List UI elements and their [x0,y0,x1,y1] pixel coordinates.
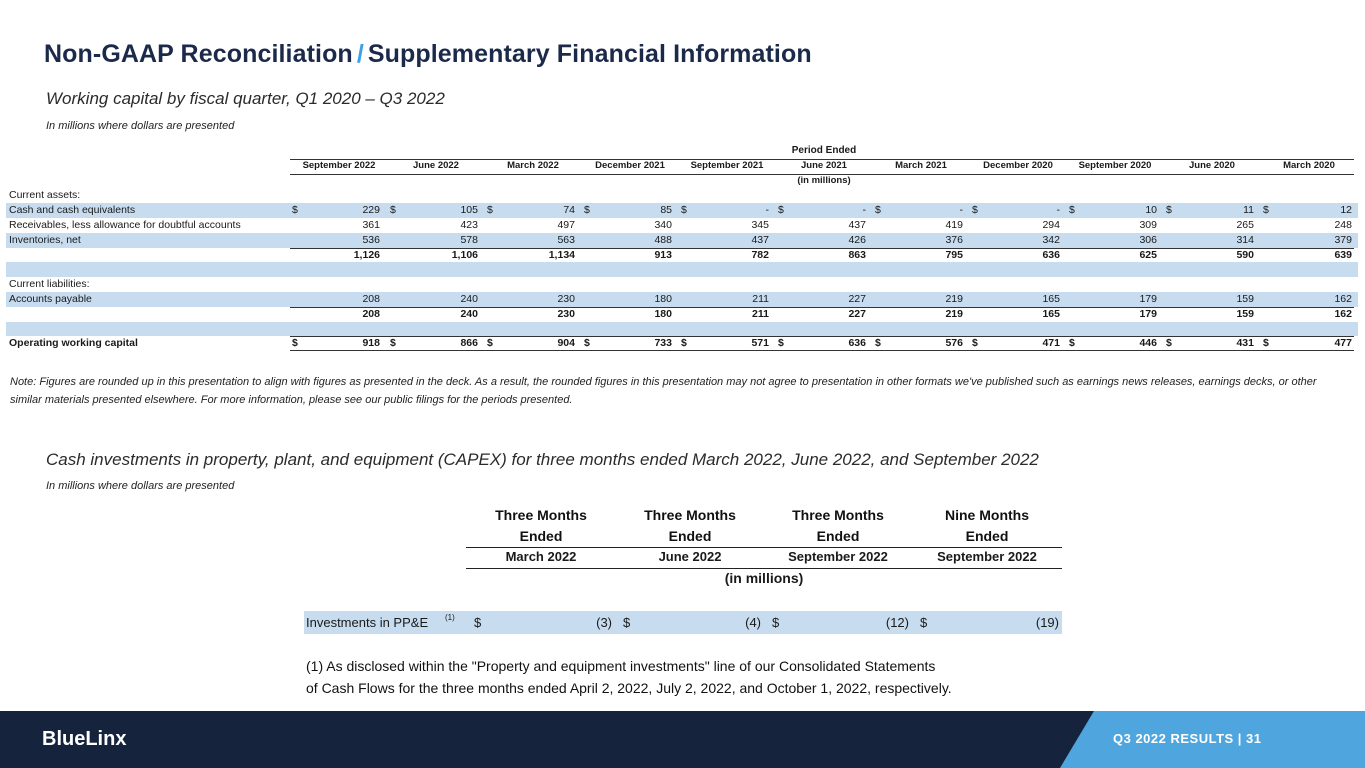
capex-subtitle: Cash investments in property, plant, and equipment (CAPEX) for three months ended March 2022, June 2022, and September 2022 [46,450,1039,469]
wc-cell: 219 [945,307,963,320]
capex-column-header [615,505,765,547]
wc-cell: 437 [751,233,769,246]
capex-header-line2: Ended [668,528,712,544]
wc-cell: 211 [752,292,769,305]
wc-column-header: March 2022 [507,159,559,171]
capex-in-millions: (in millions) [724,570,804,586]
wc-row-label: Accounts payable [9,292,92,305]
footer-bar [0,711,1365,768]
wc-cell: 105 [460,204,478,217]
wc-cell: 904 [557,337,575,350]
wc-total-rule [290,336,1354,337]
wc-cell: - [862,204,866,217]
wc-dollar-sign: $ [972,204,978,217]
wc-cell: 431 [1236,337,1254,350]
wc-cell: 230 [557,292,575,305]
capex-value: (3) [596,615,612,630]
wc-column-header: September 2022 [302,159,376,171]
capex-footnote-line1: (1) As disclosed within the "Property and equipment investments" line of our Consolidated Statements [306,658,936,674]
wc-cell: 162 [1334,292,1352,305]
wc-row-label: Receivables, less allowance for doubtful accounts [9,218,241,231]
wc-cell: 426 [848,233,866,246]
wc-cell: 180 [654,292,672,305]
wc-cell: 590 [1236,248,1254,261]
wc-cell: 159 [1236,292,1254,305]
wc-cell: 165 [1042,292,1060,305]
wc-cell: 497 [557,218,575,231]
wc-cell: 913 [654,248,672,261]
wc-cell: 219 [945,292,963,305]
wc-cell: 423 [460,218,478,231]
wc-cell: 733 [654,337,672,350]
wc-cell: 361 [362,218,380,231]
wc-cell: 345 [751,218,769,231]
wc-cell: 85 [660,204,672,217]
wc-row-label: Cash and cash equivalents [9,204,136,217]
wc-row-inventories [6,233,1358,248]
wc-cell: 477 [1334,337,1352,350]
wc-cell: 180 [654,307,672,320]
wc-column-header: December 2020 [983,159,1053,171]
capex-header-line1: Three Months [495,507,587,523]
capex-value: (19) [1035,615,1059,630]
wc-cell: 227 [848,307,866,320]
wc-dollar-sign: $ [1263,204,1269,217]
wc-row-label: Operating working capital [9,337,138,350]
wc-cell: 265 [1236,218,1254,231]
capex-footnote-line2: of Cash Flows for the three months ended April 2, 2022, July 2, 2022, and October 1, 2022, respectively. [306,680,952,696]
page-title [44,40,812,69]
wc-current-liabilities [6,277,1358,292]
wc-dollar-sign: $ [972,337,978,350]
wc-in-millions: (in millions) [797,174,851,186]
capex-header-line2: Ended [965,528,1009,544]
capex-header-line2: Ended [519,528,563,544]
capex-units-note: In millions where dollars are presented [46,480,235,492]
wc-header-rule [290,174,1354,175]
capex-dollar-sign: $ [623,615,631,630]
wc-cell: 162 [1334,307,1352,320]
capex-value: (4) [745,615,761,630]
wc-dollar-sign: $ [584,204,590,217]
footer-label: Q3 2022 RESULTS | 31 [1113,731,1262,746]
wc-cell: 10 [1145,204,1157,217]
capex-column-header [912,505,1062,547]
wc-cell: 437 [848,218,866,231]
wc-cell: 636 [1042,248,1060,261]
wc-cell: 488 [654,233,672,246]
capex-footnote [306,655,952,699]
wc-cell: 446 [1139,337,1157,350]
capex-column-header [763,505,913,547]
wc-current-liabilities-label: Current liabilities: [9,278,90,291]
capex-row-footnote-ref: (1) [445,613,455,622]
wc-cell: 12 [1340,204,1352,217]
wc-row-receivables [6,218,1358,233]
wc-cell: 536 [362,233,380,246]
wc-cell: 419 [945,218,963,231]
title-sub: Supplementary Financial Information [367,40,812,68]
capex-dollar-sign: $ [920,615,928,630]
wc-cell: - [959,204,963,217]
wc-dollar-sign: $ [1069,204,1075,217]
wc-total-rule [290,307,1354,308]
wc-cell: 863 [848,248,866,261]
wc-dollar-sign: $ [487,337,493,350]
wc-column-header: March 2021 [895,159,947,171]
wc-cell: 625 [1139,248,1157,261]
wc-cell: 636 [848,337,866,350]
wc-cell: 309 [1139,218,1157,231]
wc-spacer-row [6,322,1358,337]
wc-cell: 240 [460,292,478,305]
wc-cell: 379 [1334,233,1352,246]
wc-cell: 227 [848,292,866,305]
wc-dollar-sign: $ [487,204,493,217]
wc-spacer-row [6,262,1358,277]
wc-cell: 248 [1334,218,1352,231]
wc-cell: 918 [362,337,380,350]
wc-dollar-sign: $ [292,337,298,350]
wc-cell: 376 [945,233,963,246]
wc-cell: 795 [945,248,963,261]
wc-header-rule [290,159,1354,160]
capex-header-rule [466,547,1062,548]
wc-current-assets [6,188,1358,203]
wc-cell: 342 [1042,233,1060,246]
wc-dollar-sign: $ [1166,337,1172,350]
wc-cell: 314 [1236,233,1254,246]
wc-column-header: June 2021 [801,159,847,171]
wc-cell: 240 [460,307,478,320]
wc-dollar-sign: $ [1166,204,1172,217]
wc-column-header: March 2020 [1283,159,1335,171]
wc-dollar-sign: $ [1069,337,1075,350]
wc-dollar-sign: $ [1263,337,1269,350]
wc-row-label: Inventories, net [9,233,81,246]
capex-dollar-sign: $ [474,615,482,630]
wc-period-header: Period Ended [791,145,857,156]
capex-period: June 2022 [658,549,722,564]
wc-dollar-sign: $ [584,337,590,350]
wc-column-header-row [6,159,1358,174]
wc-units-note: In millions where dollars are presented [46,120,235,132]
wc-cell: - [1056,204,1060,217]
capex-header-line1: Three Months [644,507,736,523]
wc-cell: 11 [1243,204,1254,217]
wc-dollar-sign: $ [390,204,396,217]
wc-cell: 578 [460,233,478,246]
title-separator: / [356,40,364,68]
wc-cell: 306 [1139,233,1157,246]
wc-cell: 340 [654,218,672,231]
wc-cell: 471 [1042,337,1060,350]
wc-cell: 563 [557,233,575,246]
wc-column-header: June 2020 [1189,159,1235,171]
wc-cell: - [765,204,769,217]
wc-cell: 866 [460,337,478,350]
capex-row-label: Investments in PP&E [306,615,429,630]
wc-row-owc [6,336,1358,351]
wc-dollar-sign: $ [681,337,687,350]
wc-cell: 208 [362,307,380,320]
wc-column-header: September 2020 [1078,159,1152,171]
capex-column-header [466,505,616,547]
wc-cell: 159 [1236,307,1254,320]
wc-subtitle: Working capital by fiscal quarter, Q1 2020 – Q3 2022 [46,89,445,108]
wc-cell: 571 [751,337,769,350]
capex-value: (12) [885,615,909,630]
wc-row-assets_total [6,248,1358,263]
capex-period: September 2022 [937,549,1037,564]
capex-header-line2: Ended [816,528,860,544]
wc-cell: 1,134 [548,248,575,261]
wc-cell: 211 [752,307,769,320]
wc-cell: 179 [1139,307,1157,320]
wc-column-header: December 2021 [595,159,665,171]
wc-total-rule [290,248,1354,249]
wc-dollar-sign: $ [390,337,396,350]
wc-dollar-sign: $ [778,337,784,350]
wc-row-liab_total [6,307,1358,322]
wc-dollar-sign: $ [875,337,881,350]
wc-footnote: Note: Figures are rounded up in this presentation to align with figures as presented in the deck. As a result, the rounded figures in this presentation may not agree to presentation in other formats we've published such as earnings news releases, earnings decks, or other similar materials presented elsewhere. For more information, please see our public filings for the periods presented. [10,376,1317,406]
capex-dollar-sign: $ [772,615,780,630]
wc-cell: 576 [945,337,963,350]
wc-row-payable [6,292,1358,307]
wc-column-header: June 2022 [413,159,459,171]
capex-header-line1: Three Months [792,507,884,523]
wc-dollar-sign: $ [681,204,687,217]
title-main: Non-GAAP Reconciliation [44,40,353,68]
wc-cell: 1,106 [451,248,478,261]
wc-dollar-sign: $ [292,204,298,217]
capex-period: March 2022 [505,549,577,564]
capex-header-line1: Nine Months [945,507,1029,523]
wc-cell: 74 [563,204,575,217]
wc-cell: 230 [557,307,575,320]
wc-dollar-sign: $ [778,204,784,217]
working-capital-table [6,144,1358,351]
capex-header-rule [466,568,1062,569]
capex-row-investments [304,611,1062,634]
wc-units-row [6,174,1358,189]
brand-logo: BlueLinx [42,728,127,750]
wc-column-header: September 2021 [690,159,764,171]
wc-current-assets-label: Current assets: [9,189,81,202]
capex-period: September 2022 [788,549,888,564]
wc-cell: 782 [751,248,769,261]
wc-row-cash [6,203,1358,218]
wc-cell: 208 [362,292,380,305]
wc-cell: 639 [1334,248,1352,261]
wc-cell: 165 [1042,307,1060,320]
wc-cell: 1,126 [353,248,380,261]
wc-cell: 229 [362,204,380,217]
wc-period-row [6,144,1358,159]
wc-dollar-sign: $ [875,204,881,217]
wc-bottom-rule [290,350,1354,351]
wc-cell: 179 [1139,292,1157,305]
wc-cell: 294 [1042,218,1060,231]
